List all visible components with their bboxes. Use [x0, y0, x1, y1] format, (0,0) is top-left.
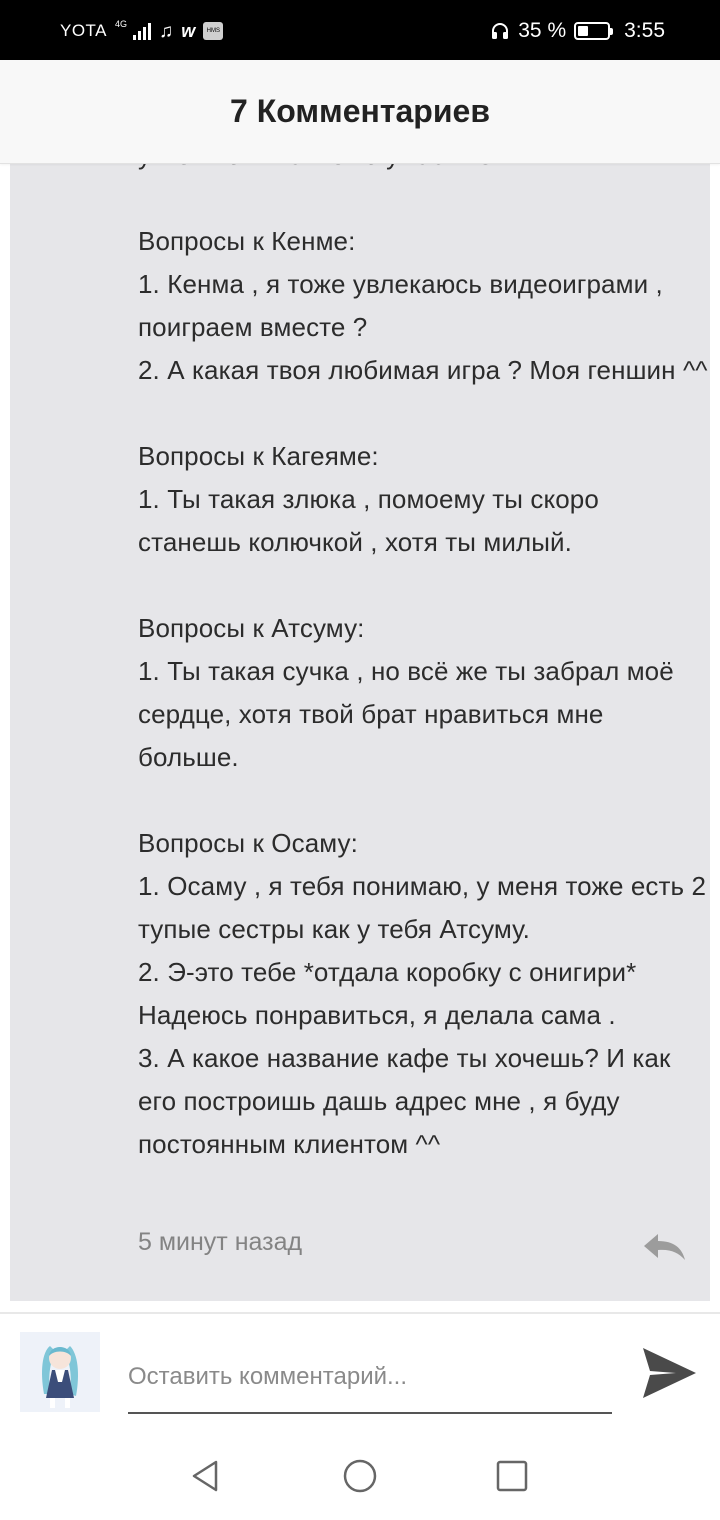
avatar[interactable]	[20, 1332, 100, 1412]
carrier-name: YOTA	[60, 21, 108, 40]
battery-icon	[574, 22, 610, 40]
music-icon: ♫	[159, 20, 174, 42]
send-icon[interactable]	[640, 1344, 698, 1402]
comment-timestamp: 5 минут назад	[138, 1228, 303, 1256]
page-title: 7 Комментариев	[230, 93, 490, 129]
comments-list[interactable]	[0, 164, 720, 1312]
comment-card	[10, 134, 710, 1301]
battery-percent: 35 %	[518, 19, 567, 42]
comments-header	[0, 60, 720, 164]
reply-icon[interactable]	[640, 1230, 688, 1264]
battery-fill	[578, 26, 588, 36]
clock: 3:55	[624, 19, 665, 42]
hms-icon: HMS	[203, 22, 223, 40]
user-avatar-icon	[20, 1332, 100, 1412]
signal-icon	[133, 22, 151, 40]
network-type: 4G	[115, 19, 128, 29]
status-left	[60, 18, 223, 44]
comment-input[interactable]	[128, 1346, 612, 1414]
w-app-icon: w	[181, 21, 196, 41]
headphones-icon	[490, 21, 510, 41]
system-nav-bar	[0, 1430, 720, 1520]
comment-text: Вопросы к Кенме: 1. Кенма , я тоже увлекаюсь видеоиграми , поиграем вместе ? 2. А какая твоя любимая игра ? Моя геншин ^^ Вопросы к Кагеяме: 1. Ты такая злюка , помоему ты скоро станешь колючкой , хотя ты милый. Вопросы к Атсуму: 1. Ты такая сучка , но всё же ты забрал моё сердце, хотя твой брат нравиться мне больше. Вопросы к Осаму: 1. Осаму , я тебя понимаю, у меня тоже есть 2 тупые сестры как у тебя Атсуму. 2. Э-это тебе *отдала коробку с онигири* Надеюсь понравиться, я делала сама . 3. А какое название кафе ты хочешь? И как его построишь дашь адрес мне , я буду постоянным клиентом ^^	[138, 226, 708, 1159]
status-right	[490, 18, 665, 44]
home-icon[interactable]	[342, 1458, 378, 1494]
comment-input-bar	[0, 1312, 720, 1430]
recents-icon[interactable]	[494, 1458, 530, 1494]
status-bar	[0, 0, 720, 60]
back-icon[interactable]	[188, 1458, 224, 1494]
